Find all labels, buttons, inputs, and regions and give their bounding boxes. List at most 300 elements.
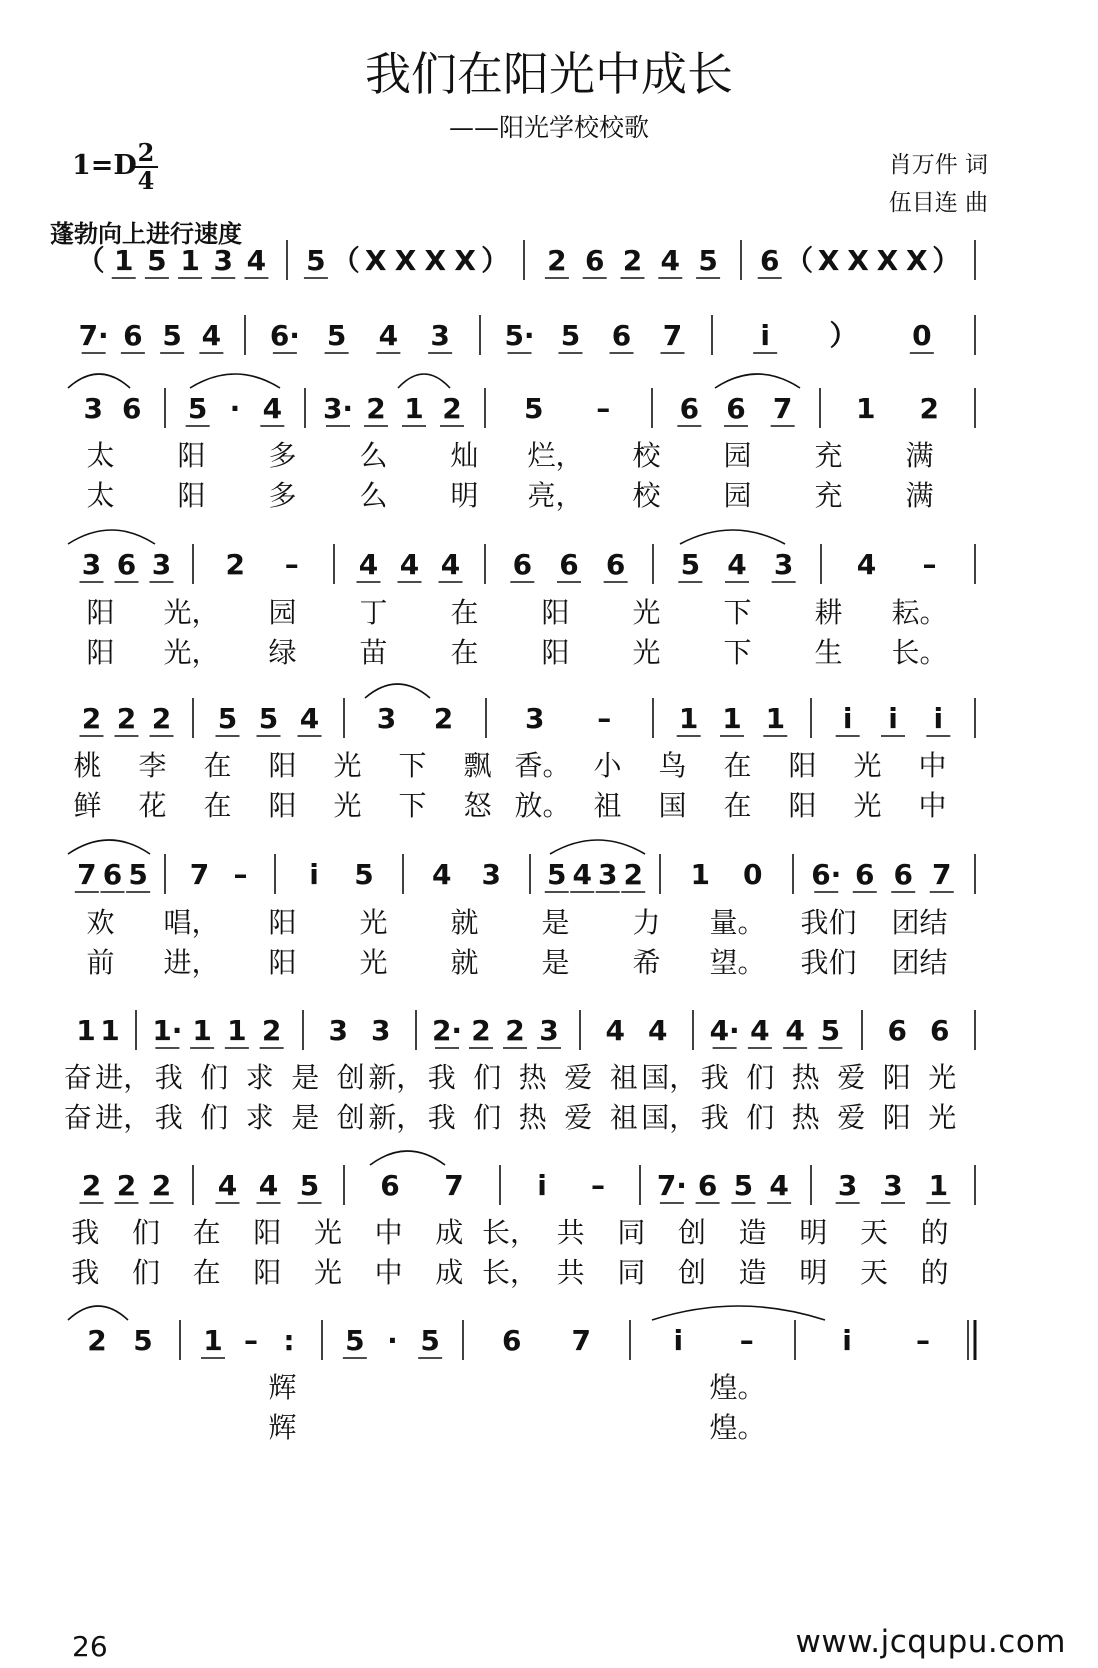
page-subtitle: ——阳光学校校歌 — [448, 113, 649, 142]
note: 5 — [733, 1169, 754, 1202]
note: – — [591, 1169, 605, 1202]
lyric-syllable: 烂， — [527, 439, 584, 472]
lyric-syllable: 阳 — [788, 789, 817, 822]
note: 7 — [772, 392, 793, 425]
lyric-syllable: 太 — [86, 439, 115, 472]
lyric-syllable: 团结 — [891, 906, 948, 939]
note: 4 — [299, 702, 320, 735]
note: 7 — [444, 1169, 464, 1202]
note: 4 — [246, 244, 267, 277]
note: （ — [331, 244, 360, 277]
note: – — [739, 1324, 754, 1357]
lyric-syllable: 就 — [450, 946, 479, 979]
note: 2· — [431, 1014, 463, 1047]
note: 5 — [698, 244, 718, 277]
lyric-syllable: 么 — [359, 479, 388, 512]
lyric-syllable: 满 — [905, 439, 934, 472]
note: （ — [76, 244, 105, 277]
note: 2 — [116, 702, 137, 735]
note: 3 — [525, 702, 545, 735]
note: 3 — [539, 1014, 559, 1047]
note: 6 — [759, 244, 780, 277]
note: 2 — [919, 392, 939, 425]
note: 6 — [930, 1014, 950, 1047]
lyric-syllable: 我 — [71, 1256, 100, 1289]
lyric-syllable: 下 — [723, 596, 752, 629]
lyric-syllable: 同 — [617, 1216, 646, 1249]
lyric-syllable: 成 — [435, 1216, 464, 1249]
note: 3 — [151, 548, 172, 581]
lyric-syllable: 在 — [723, 749, 752, 782]
lyric-syllable: 放。 — [514, 789, 571, 822]
lyric-syllable: 阳 — [788, 749, 817, 782]
lyric-syllable: 辉 — [268, 1371, 297, 1404]
note: 3 — [213, 244, 233, 277]
lyric-syllable: 生 — [814, 636, 843, 669]
note: 5 — [345, 1324, 365, 1357]
lyric-syllable: 在 — [723, 789, 752, 822]
lyric-syllable: 爱 — [837, 1101, 866, 1134]
note: 5 — [162, 319, 182, 352]
lyric-syllable: 香。 — [514, 749, 571, 782]
note: 6 — [887, 1014, 907, 1047]
lyric-syllable: 我们 — [800, 906, 857, 939]
lyric-syllable: 我 — [427, 1061, 456, 1094]
note: – — [922, 548, 937, 581]
note: – — [244, 1324, 258, 1357]
note: 5 — [128, 858, 148, 891]
lyric-syllable: 求 — [245, 1061, 274, 1094]
lyric-syllable: 煌。 — [709, 1411, 766, 1444]
note: ） — [932, 244, 961, 277]
lyric-syllable: 阳 — [253, 1216, 282, 1249]
note: 1 — [404, 392, 424, 425]
note: 6 — [116, 548, 137, 581]
note: 4 — [605, 1014, 625, 1047]
note: 5 — [560, 319, 581, 352]
note: 2 — [116, 1169, 137, 1202]
lyric-syllable: 们 — [473, 1061, 502, 1094]
slur-arc — [190, 374, 280, 388]
lyric-syllable: 阳 — [541, 596, 570, 629]
slur-arc — [680, 530, 785, 544]
lyric-syllable: 多 — [268, 479, 297, 512]
note: 2 — [87, 1324, 107, 1357]
note: 1 — [100, 1014, 120, 1047]
lyric-syllable: 校 — [632, 439, 661, 472]
note: 7· — [656, 1169, 687, 1202]
lyric-syllable: 耘。 — [891, 596, 948, 629]
lyric-syllable: 前 — [86, 946, 115, 979]
time-signature-denominator: 4 — [137, 166, 155, 195]
lyric-syllable: 阳 — [86, 596, 115, 629]
lyric-syllable: 光， — [163, 596, 220, 629]
lyric-syllable: 是 — [541, 906, 570, 939]
note: 4 — [769, 1169, 789, 1202]
lyric-syllable: 就 — [450, 906, 479, 939]
note: 5 — [147, 244, 167, 277]
note: X — [906, 244, 928, 277]
lyric-syllable: 阳 — [86, 636, 115, 669]
lyric-syllable: 亮， — [527, 479, 584, 512]
lyric-syllable: 长， — [481, 1256, 539, 1289]
note: 5 — [820, 1014, 841, 1047]
lyric-syllable: 的 — [920, 1256, 949, 1289]
lyric-syllable: 们 — [131, 1256, 161, 1289]
lyric-syllable: 花 — [138, 789, 167, 822]
note: 6 — [502, 1324, 522, 1357]
note: 3 — [81, 548, 102, 581]
lyric-syllable: 绿 — [268, 636, 297, 669]
lyric-syllable: 多 — [268, 439, 297, 472]
lyric-syllable: 创 — [677, 1256, 707, 1289]
lyric-syllable: 我 — [71, 1216, 100, 1249]
lyric-syllable: 园 — [723, 479, 752, 512]
lyric-syllable: 创 — [336, 1101, 365, 1134]
lyric-syllable: 量。 — [709, 906, 766, 939]
note: 4 — [378, 319, 399, 352]
note: 6 — [679, 392, 700, 425]
lyric-syllable: 光 — [632, 636, 661, 669]
lyric-syllable: 中 — [374, 1256, 403, 1289]
note: 0 — [743, 858, 763, 891]
note: : — [283, 1324, 295, 1357]
note: 5 — [680, 548, 701, 581]
lyric-syllable: 成 — [435, 1256, 464, 1289]
note: （ — [785, 244, 814, 277]
note: 3 — [328, 1014, 348, 1047]
lyric-syllable: 们 — [746, 1101, 775, 1134]
note: 6 — [123, 319, 143, 352]
note: 3 — [83, 392, 103, 425]
note: – — [916, 1324, 930, 1357]
lyric-syllable: 我们 — [800, 946, 857, 979]
lyric-syllable: 在 — [203, 749, 232, 782]
note: i — [760, 319, 770, 352]
slur-arc — [68, 840, 150, 854]
note: 1 — [227, 1014, 247, 1047]
lyric-syllable: 祖 — [609, 1101, 638, 1134]
lyric-syllable: 在 — [192, 1216, 221, 1249]
note: 6 — [697, 1169, 718, 1202]
lyric-syllable: 光 — [313, 1256, 343, 1289]
note: 6 — [855, 858, 875, 891]
lyric-syllable: 希 — [632, 946, 661, 979]
lyric-syllable: 园 — [723, 439, 752, 472]
note: 6 — [380, 1169, 400, 1202]
note: 1 — [678, 702, 699, 735]
note: 5 — [326, 319, 347, 352]
note: i — [537, 1169, 547, 1202]
lyric-syllable: 奋 — [63, 1101, 92, 1134]
lyric-syllable: 阳 — [253, 1256, 282, 1289]
lyric-syllable: 灿 — [450, 439, 479, 472]
lyric-syllable: 天 — [859, 1216, 889, 1249]
lyric-syllable: 爱 — [837, 1061, 866, 1094]
lyric-syllable: 奋 — [63, 1061, 92, 1094]
note: 5 — [133, 1324, 153, 1357]
lyric-syllable: 共 — [556, 1216, 585, 1249]
lyric-syllable: 苗 — [359, 636, 388, 669]
lyric-syllable: 煌。 — [709, 1371, 766, 1404]
note: 6 — [512, 548, 533, 581]
note: 5 — [306, 244, 326, 277]
lyricist-credit: 肖万件 词 — [888, 152, 988, 178]
lyric-syllable: 们 — [746, 1061, 775, 1094]
lyric-syllable: 么 — [359, 439, 388, 472]
lyric-syllable: 辉 — [268, 1411, 297, 1444]
note: i — [842, 1324, 852, 1357]
lyric-syllable: 国， — [641, 1101, 698, 1134]
lyric-syllable: 太 — [86, 479, 115, 512]
lyric-syllable: 下 — [398, 789, 427, 822]
note: 3 — [481, 858, 501, 891]
note: X — [454, 244, 477, 277]
note: 4 — [440, 548, 461, 581]
note: X — [424, 244, 447, 277]
lyric-syllable: 明 — [799, 1216, 828, 1249]
lyric-syllable: 李 — [138, 749, 167, 782]
lyric-syllable: 桃 — [73, 749, 102, 782]
note: i — [309, 858, 319, 891]
note: 2 — [151, 702, 172, 735]
lyric-syllable: 下 — [723, 636, 752, 669]
note: 3 — [837, 1169, 858, 1202]
note: 1 — [928, 1169, 949, 1202]
note: X — [847, 244, 869, 277]
lyric-syllable: 新， — [368, 1101, 425, 1134]
note: 2 — [471, 1014, 491, 1047]
lyric-syllable: 新， — [368, 1061, 425, 1094]
lyric-syllable: 阳 — [177, 439, 206, 472]
note: 2 — [623, 858, 643, 891]
note: 3 — [376, 702, 397, 735]
note: 2 — [81, 1169, 102, 1202]
tempo-marking: 蓬勃向上进行速度 — [50, 220, 242, 248]
note: 4 — [262, 392, 283, 425]
note: 3 — [430, 319, 450, 352]
note: 2 — [505, 1014, 525, 1047]
lyric-syllable: 是 — [541, 946, 570, 979]
lyric-syllable: 进， — [95, 1061, 152, 1094]
note: 1 — [192, 1014, 212, 1047]
note: 4 — [258, 1169, 279, 1202]
note: 1 — [722, 702, 742, 735]
lyric-syllable: 怒 — [463, 789, 492, 822]
lyric-syllable: 唱， — [163, 906, 220, 939]
lyric-syllable: 光 — [359, 906, 388, 939]
note: 4 — [750, 1014, 770, 1047]
note: 5 — [258, 702, 279, 735]
lyric-syllable: 我 — [154, 1101, 183, 1134]
note: 2 — [622, 244, 643, 277]
note: 7 — [189, 858, 210, 891]
lyric-syllable: 光 — [313, 1216, 343, 1249]
note: 5· — [504, 319, 535, 352]
note: 6 — [559, 548, 579, 581]
lyric-syllable: 阳 — [268, 789, 297, 822]
note: 7· — [78, 319, 109, 352]
note: 5 — [299, 1169, 320, 1202]
note: 7 — [932, 858, 952, 891]
note: 4 — [399, 548, 420, 581]
slur-arc — [68, 374, 130, 388]
note: X — [817, 244, 840, 277]
note: 5 — [354, 858, 374, 891]
note: 3 — [371, 1014, 391, 1047]
lyric-syllable: 造 — [738, 1216, 767, 1249]
note: 6 — [122, 392, 142, 425]
note: 4 — [201, 319, 222, 352]
lyric-syllable: 同 — [617, 1256, 646, 1289]
lyric-syllable: 欢 — [86, 906, 115, 939]
slur-arc — [398, 374, 450, 388]
lyric-syllable: 光 — [928, 1101, 957, 1134]
lyric-syllable: 阳 — [882, 1101, 911, 1134]
lyric-syllable: 望。 — [709, 946, 766, 979]
note: – — [284, 548, 299, 581]
lyric-syllable: 小 — [593, 749, 622, 782]
slur-arc — [550, 840, 645, 854]
lyric-syllable: 是 — [291, 1061, 320, 1094]
note: 1 — [690, 858, 710, 891]
key-signature: 1=D — [72, 150, 137, 181]
lyric-syllable: 创 — [336, 1061, 365, 1094]
lyric-syllable: 祖 — [593, 789, 622, 822]
lyric-syllable: 阳 — [177, 479, 206, 512]
lyric-syllable: 共 — [556, 1256, 585, 1289]
lyric-syllable: 阳 — [268, 749, 297, 782]
note: – — [597, 702, 612, 735]
lyric-syllable: 光 — [359, 946, 388, 979]
note: 4 — [856, 548, 877, 581]
lyric-syllable: 创 — [677, 1216, 707, 1249]
lyric-syllable: 耕 — [814, 596, 843, 629]
slur-arc — [715, 374, 800, 388]
note: 4· — [709, 1014, 740, 1047]
lyric-syllable: 在 — [450, 596, 479, 629]
note: 4 — [648, 1014, 668, 1047]
lyric-syllable: 飘 — [463, 749, 492, 782]
note: 4 — [358, 548, 379, 581]
slur-arc — [365, 684, 430, 698]
note: X — [876, 244, 899, 277]
note: X — [394, 244, 417, 277]
note: 2 — [366, 392, 386, 425]
lyric-syllable: 明 — [450, 479, 479, 512]
lyric-syllable: 中 — [374, 1216, 403, 1249]
slur-arc — [68, 530, 155, 544]
note: 4 — [727, 548, 747, 581]
note: 6 — [893, 858, 913, 891]
note: 3 — [598, 858, 618, 891]
lyric-syllable: 下 — [398, 749, 427, 782]
lyric-syllable: 是 — [291, 1101, 320, 1134]
lyric-syllable: 鸟 — [658, 749, 687, 782]
lyric-syllable: 我 — [700, 1061, 729, 1094]
lyric-syllable: 进， — [163, 946, 220, 979]
lyric-syllable: 力 — [632, 906, 661, 939]
lyric-syllable: 光 — [632, 596, 661, 629]
lyric-syllable: 们 — [200, 1101, 229, 1134]
note: 6 — [726, 392, 746, 425]
time-signature-numerator: 2 — [137, 138, 155, 167]
lyric-syllable: 阳 — [541, 636, 570, 669]
lyric-syllable: 爱 — [564, 1061, 593, 1094]
lyric-syllable: 阳 — [882, 1061, 911, 1094]
note: 1· — [152, 1014, 183, 1047]
lyric-syllable: 光 — [928, 1061, 957, 1094]
note: 6 — [611, 319, 632, 352]
lyric-syllable: 阳 — [268, 906, 297, 939]
note: · — [387, 1324, 398, 1357]
note: 1 — [114, 244, 134, 277]
lyric-syllable: 热 — [791, 1101, 820, 1134]
note: 4 — [660, 244, 681, 277]
website-url: www.jcqupu.com — [795, 1624, 1066, 1660]
lyric-syllable: 充 — [814, 479, 843, 512]
lyric-syllable: 阳 — [268, 946, 297, 979]
note: 5 — [217, 702, 238, 735]
note: – — [596, 392, 611, 425]
note: 6 — [605, 548, 626, 581]
lyric-syllable: 中 — [918, 789, 947, 822]
note: i — [842, 702, 853, 735]
lyric-syllable: 光 — [333, 749, 362, 782]
note: 3· — [322, 392, 354, 425]
lyric-syllable: 国 — [658, 789, 687, 822]
note: 0 — [912, 319, 932, 352]
lyric-syllable: 满 — [905, 479, 934, 512]
note: 6· — [269, 319, 300, 352]
lyric-syllable: 光， — [163, 636, 220, 669]
composer-credit: 伍目连 曲 — [888, 190, 988, 216]
note: 2 — [547, 244, 567, 277]
note: 5 — [187, 392, 208, 425]
note: ） — [481, 244, 510, 277]
note: 2 — [151, 1169, 172, 1202]
lyric-syllable: 天 — [859, 1256, 889, 1289]
lyric-syllable: 造 — [738, 1256, 767, 1289]
note: 6 — [102, 858, 123, 891]
note: 3 — [883, 1169, 903, 1202]
lyric-syllable: 在 — [450, 636, 479, 669]
lyric-syllable: 光 — [853, 789, 882, 822]
note: 5 — [547, 858, 567, 891]
lyric-syllable: 长， — [481, 1216, 539, 1249]
page-title: 我们在阳光中成长 — [365, 47, 733, 101]
lyric-syllable: 们 — [131, 1216, 161, 1249]
note: 2 — [433, 702, 454, 735]
note: 1 — [180, 244, 200, 277]
lyric-syllable: 在 — [192, 1256, 221, 1289]
lyric-syllable: 求 — [245, 1101, 274, 1134]
lyric-syllable: 在 — [203, 789, 232, 822]
note: 4 — [432, 858, 452, 891]
lyric-syllable: 团结 — [891, 946, 948, 979]
lyric-syllable: 热 — [791, 1061, 820, 1094]
lyric-syllable: 的 — [920, 1216, 949, 1249]
note: 7 — [571, 1324, 591, 1357]
lyric-syllable: 们 — [200, 1061, 229, 1094]
lyric-syllable: 我 — [700, 1101, 729, 1134]
lyric-syllable: 丁 — [359, 596, 388, 629]
note: 2 — [225, 548, 245, 581]
note: 7 — [662, 319, 683, 352]
note: 4 — [785, 1014, 805, 1047]
lyric-syllable: 热 — [518, 1061, 547, 1094]
slur-arc — [652, 1306, 825, 1320]
